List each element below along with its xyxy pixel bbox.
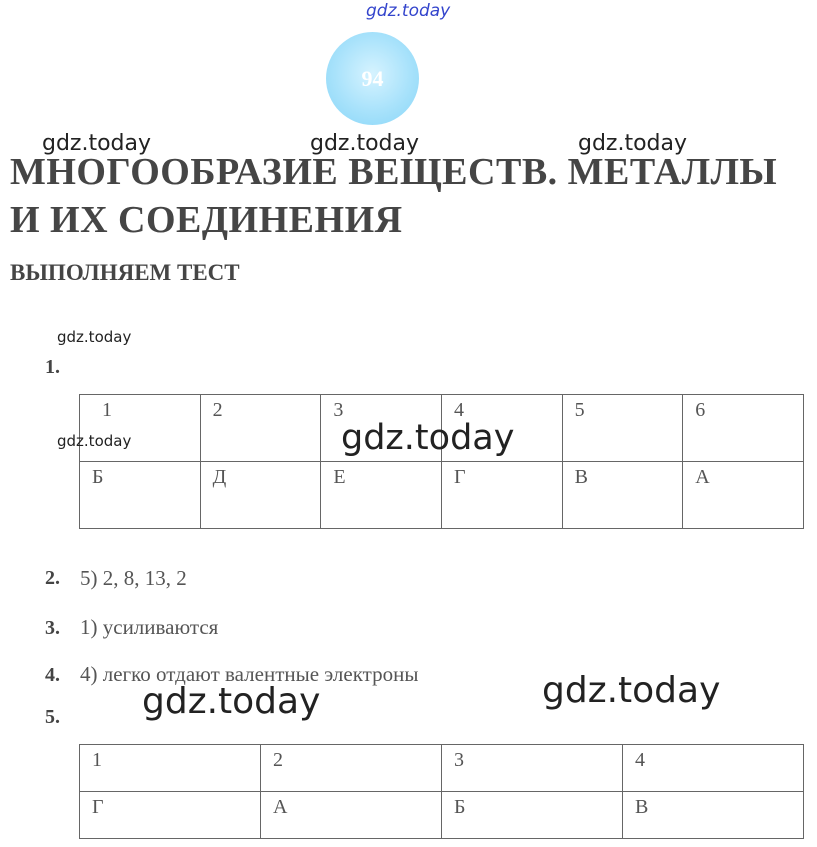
table-header-cell: 2: [261, 745, 442, 792]
table-header-cell: 4: [441, 395, 562, 462]
watermark: gdz.today: [42, 131, 152, 156]
table-cell: Д: [200, 462, 321, 529]
table-cell: Е: [321, 462, 442, 529]
table-header-cell: 1: [80, 395, 201, 462]
table-cell: Г: [80, 792, 261, 839]
page-number-badge: [326, 32, 419, 125]
table-row: [80, 745, 804, 792]
question-3-number: 3.: [45, 617, 60, 639]
table-cell: А: [261, 792, 442, 839]
title-line-1: МНОГООБРАЗИЕ ВЕЩЕСТВ. МЕТАЛЛЫ: [10, 151, 778, 193]
question-4-number: 4.: [45, 664, 60, 686]
table-row: [80, 792, 804, 839]
table-header-cell: 2: [200, 395, 321, 462]
page-number: 94: [361, 65, 384, 91]
watermark: gdz.today: [542, 670, 721, 711]
table-header-cell: 5: [562, 395, 683, 462]
title-line-2: И ИХ СОЕДИНЕНИЯ: [10, 199, 403, 241]
question-5-number: 5.: [45, 706, 60, 728]
table-cell: Б: [80, 462, 201, 529]
question-5-table: [79, 744, 804, 839]
page-title: [10, 148, 777, 244]
watermark: gdz.today: [341, 418, 515, 458]
watermark: gdz.today: [57, 328, 132, 346]
table-cell: В: [623, 792, 804, 839]
question-2-number: 2.: [45, 567, 60, 589]
watermark: gdz.today: [310, 131, 420, 156]
watermark: gdz.today: [57, 432, 132, 450]
table-cell: Б: [442, 792, 623, 839]
table-header-cell: 1: [80, 745, 261, 792]
section-subtitle: ВЫПОЛНЯЕМ ТЕСТ: [10, 260, 240, 285]
table-cell: А: [683, 462, 804, 529]
table-header-cell: 3: [442, 745, 623, 792]
question-1-number: 1.: [45, 356, 60, 378]
table-cell: Г: [441, 462, 562, 529]
watermark: gdz.today: [578, 131, 688, 156]
question-2-answer: 5) 2, 8, 13, 2: [80, 566, 187, 590]
table-cell: В: [562, 462, 683, 529]
watermark: gdz.today: [366, 1, 451, 21]
question-1-table: [79, 394, 804, 529]
table-header-cell: 4: [623, 745, 804, 792]
watermark: gdz.today: [142, 681, 321, 722]
question-3-answer: 1) усиливаются: [80, 615, 219, 639]
table-row: [80, 462, 804, 529]
table-header-cell: 6: [683, 395, 804, 462]
question-4-answer: 4) легко отдают валентные электроны: [80, 662, 419, 686]
table-header-cell: 3: [321, 395, 442, 462]
